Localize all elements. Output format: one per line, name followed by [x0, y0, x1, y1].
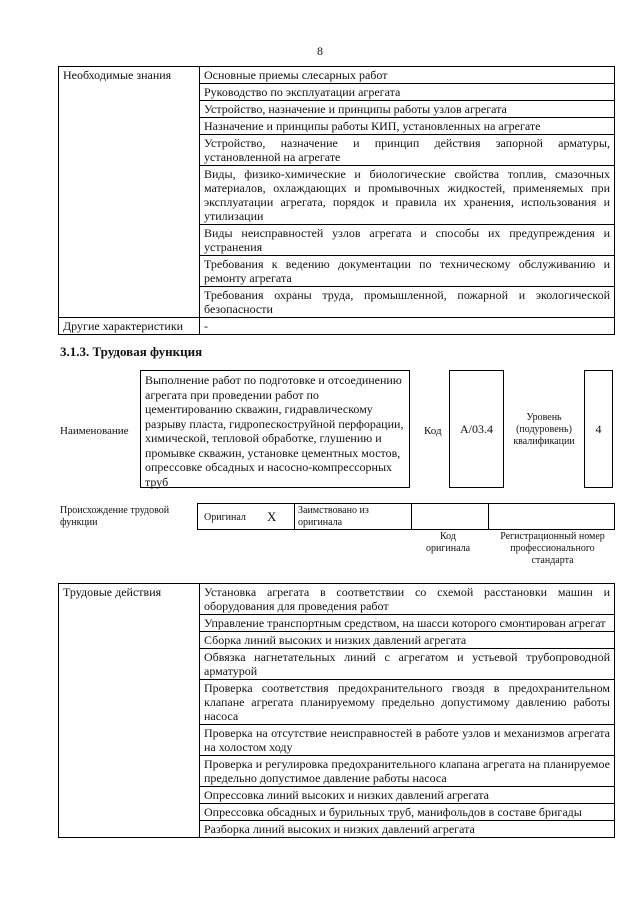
knowledge-item: Основные приемы слесарных работ [200, 67, 615, 84]
action-item: Проверка и регулировка предохранительного клапана агрегата на планируемое предельно допустимое давление работы насоса [200, 756, 615, 787]
function-name-value: Выполнение работ по подготовке и отсоединению агрегата при проведении работ по цементированию скважин, гидравлическому разрыву пласта, гидропескоструйной перфорации, химической, тепловой обработке, глушению и промывке скважин, установке цементных мостов, опрессовке обсадных и насосно-компрессорных труб [145, 373, 404, 489]
table-row [59, 318, 615, 335]
registration-number-label: Регистрационный номер профессионального стандарта [500, 531, 605, 566]
origin-row [197, 503, 615, 530]
actions-label: Трудовые действия [59, 584, 200, 838]
other-characteristics-label: Другие характеристики [59, 318, 200, 335]
original-mark: X [267, 509, 277, 524]
knowledge-item: Руководство по эксплуатации агрегата [200, 84, 615, 101]
action-item: Обвязка нагнетательных линий с агрегатом и устьевой трубопроводной арматурой [200, 649, 615, 680]
knowledge-item: Виды неисправностей узлов агрегата и способы их предупреждения и устранения [200, 225, 615, 256]
table-row [59, 584, 615, 615]
action-item: Сборка линий высоких и низких давлений агрегата [200, 632, 615, 649]
code-label: Код [424, 425, 442, 437]
action-item: Проверка соответствия предохранительного гвоздя в предохранительном клапане агрегата планируемому предельно допустимому давлению работы насоса [200, 680, 615, 725]
section-heading: 3.1.3. Трудовая функция [60, 344, 203, 359]
qualification-level-label: Уровень (подуровень) квалификации [513, 412, 575, 447]
action-item: Проверка на отсутствие неисправностей в работе узлов и механизмов агрегата на холостом ходу [200, 725, 615, 756]
action-item: Опрессовка обсадных и бурильных труб, манифольдов в составе бригады [200, 804, 615, 821]
original-label: Оригинал [204, 512, 246, 523]
action-item: Разборка линий высоких и низких давлений агрегата [200, 821, 615, 838]
knowledge-label: Необходимые знания [59, 67, 200, 318]
action-item: Установка агрегата в соответствии со схемой расстановки машин и оборудования для проведения работ [200, 584, 615, 615]
function-name-box [140, 370, 410, 488]
origin-label: Происхождение трудовой функции [60, 505, 170, 528]
knowledge-item: Устройство, назначение и принцип действия запорной арматуры, установленной на агрегате [200, 135, 615, 166]
code-box [449, 370, 504, 488]
action-item: Опрессовка линий высоких и низких давлений агрегата [200, 787, 615, 804]
name-label: Наименование [60, 425, 129, 437]
code-original-label: Код оригинала [425, 531, 471, 554]
knowledge-item: Устройство, назначение и принципы работы узлов агрегата [200, 101, 615, 118]
page-number: 8 [317, 44, 323, 58]
qualification-level-value: 4 [595, 421, 602, 436]
table-row [59, 67, 615, 84]
knowledge-item: Назначение и принципы работы КИП, установленных на агрегате [200, 118, 615, 135]
action-item: Управление транспортным средством, на шасси которого смонтирован агрегат [200, 615, 615, 632]
code-value: A/03.4 [460, 421, 493, 436]
other-characteristics-value: - [200, 318, 615, 335]
knowledge-item: Требования к ведению документации по техническому обслуживанию и ремонту агрегата [200, 256, 615, 287]
knowledge-item: Требования охраны труда, промышленной, пожарной и экологической безопасности [200, 287, 615, 318]
knowledge-item: Виды, физико-химические и биологические свойства топлив, смазочных материалов, охлаждающих и промывочных жидкостей, применяемых при эксплуатации агрегата, порядок и правила их хранения, использования и утилизации [200, 166, 615, 225]
actions-table [58, 583, 615, 838]
knowledge-table [58, 66, 615, 335]
borrowed-label: Заимствовано из оригинала [298, 505, 369, 528]
qualification-level-box [584, 370, 613, 488]
